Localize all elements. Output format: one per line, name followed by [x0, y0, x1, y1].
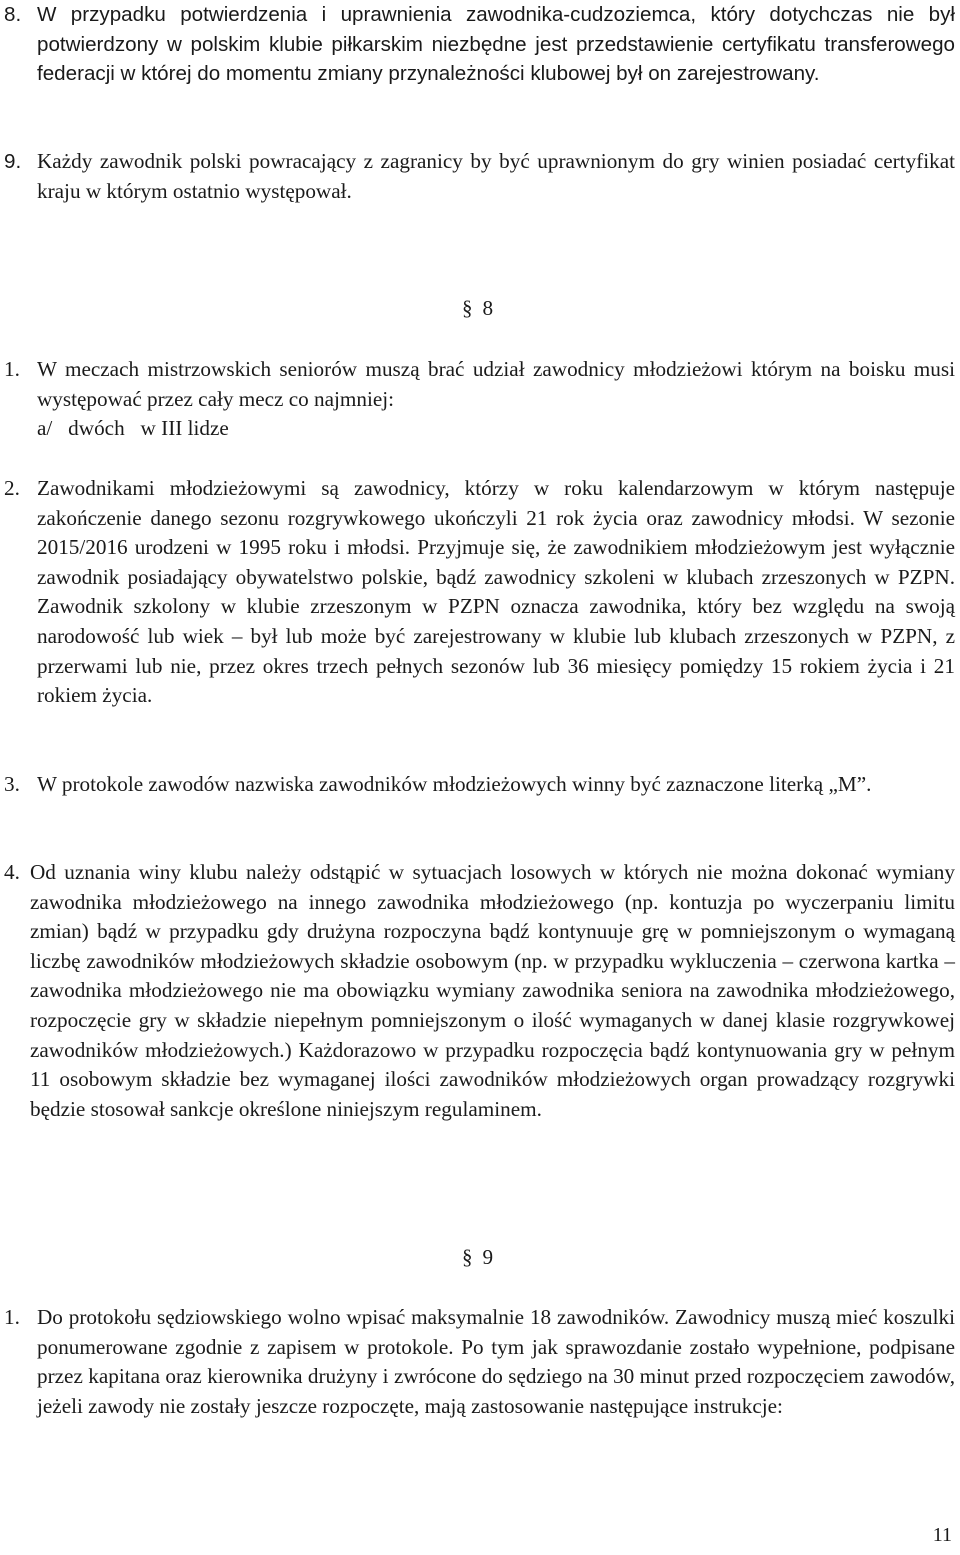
para8-item-2-text: Zawodnikami młodzieżowymi są zawodnicy, którzy w roku kalendarzowym w którym następuje zakończenie danego sezonu rozgrywkowego ukończyli 21 rok życia oraz zawodnicy młodsi. W sezonie 2015/2016 urodzeni w 1995 roku i młodsi. Przyjmuje się, że zawodnikiem młodzieżowym jest wyłącznie zawodnik posiadający obywatelstwo polskie, bądź zawodnicy szkoleni w klubach zrzeszonych w PZPN. Zawodnik szkolony w klubie zrzeszonym w PZPN oznacza zawodnika, który bez względu na swoją narodowość lub wiek – był lub może być zarejestrowany w klubie lub klubach zrzeszonych w PZPN, z przerwami lub nie, przez okres trzech pełnych sezonów lub 36 miesięcy pomiędzy 15 rokiem życia i 21 rokiem życia. [37, 476, 955, 708]
paragraph-number: 8 [482, 296, 494, 320]
paragraph-number: 9 [482, 1245, 494, 1269]
section-9-text: Każdy zawodnik polski powracający z zagranicy by być uprawnionym do gry winien posiadać certyfikat kraju w którym ostatnio występował. [37, 149, 955, 203]
para8-item-1-sub: a/ dwóch w III lidze [37, 416, 229, 441]
page-number: 11 [932, 1524, 952, 1546]
para8-item-4-text: Od uznania winy klubu należy odstąpić w sytuacjach losowych w których nie można dokonać wymiany zawodnika młodzieżowego na innego zawodnika młodzieżowego (np. kontuzja po wyczerpaniu limitu zmian) bądź w przypadku gdy drużyna rozpoczyna bądź kontynuuje grę w pomniejszonym o wymaganą liczbę zawodników młodzieżowych składzie osobowym (np. w przypadku wykluczenia – czerwona kartka – zawodnika młodzieżowego nie ma obowiązku wymiany zawodnika seniora na zawodnika młodzieżowego, rozpoczęcie gry w składzie niepełnym pomniejszonym o ilość wymaganych w danej klasie rozgrywkowej zawodników młodzieżowych.) Każdorazowo w przypadku rozpoczęcia bądź kontynuowania gry w pełnym 11 osobowym składzie bez wymaganej ilości zawodników młodzieżowych organ prowadzący rozgrywki będzie stosował sankcje określone niniejszym regulaminem. [30, 860, 955, 1121]
paragraph-9-heading [462, 1245, 493, 1270]
section-8 [0, 0, 955, 89]
para8-item-3-text: W protokole zawodów nazwiska zawodników młodzieżowych winny być zaznaczone literką „M”. [37, 772, 872, 796]
para8-item-3-number: 3. [4, 772, 20, 796]
para8-item-4 [0, 858, 955, 1124]
para8-item-4-number: 4. [4, 860, 20, 884]
para8-item-1 [0, 355, 955, 444]
para8-item-3 [0, 770, 955, 800]
para8-item-1-number: 1. [4, 357, 20, 381]
para9-item-1-text: Do protokołu sędziowskiego wolno wpisać maksymalnie 18 zawodników. Zawodnicy muszą mieć koszulki ponumerowane zgodnie z zapisem w protokole. Po tym jak sprawozdanie zostało wypełnione, podpisane przez kapitana oraz kierownika drużyny i zwrócone do sędziego na 30 minut przed rozpoczęciem zawodów, jeżeli zawody nie zostały jeszcze rozpoczęte, mają zastosowanie następujące instrukcje: [37, 1305, 955, 1418]
paragraph-8-heading [462, 296, 493, 321]
section-8-text: W przypadku potwierdzenia i uprawnienia zawodnika-cudzoziemca, który dotychczas nie był potwierdzony w polskim klubie piłkarskim niezbędne jest przedstawienie certyfikatu transferowego federacji w której do momentu zmiany przynależności klubowej był on zarejestrowany. [37, 3, 955, 86]
paragraph-sign: § [462, 296, 473, 320]
para8-item-2 [0, 474, 955, 711]
section-8-number: 8. [4, 3, 22, 26]
section-9-number: 9. [4, 150, 22, 173]
section-9 [0, 147, 955, 206]
para9-item-1 [0, 1303, 955, 1421]
paragraph-sign: § [462, 1245, 473, 1269]
para8-item-1-text: W meczach mistrzowskich seniorów muszą brać udział zawodnicy młodzieżowi którym na boisku musi występować przez cały mecz co najmniej: [37, 357, 955, 411]
para8-item-2-number: 2. [4, 476, 20, 500]
para9-item-1-number: 1. [4, 1305, 20, 1329]
